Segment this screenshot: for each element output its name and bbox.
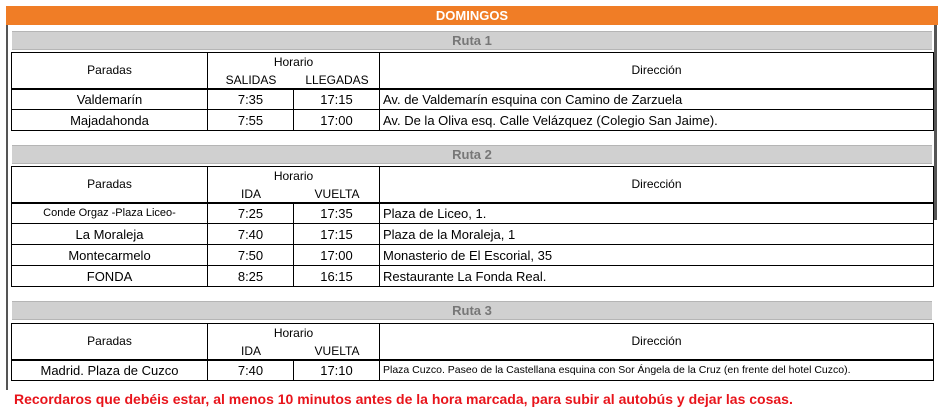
table-row xyxy=(12,203,934,224)
stop-address: Plaza Cuzco. Paseo de la Castellana esquina con Sor Ángela de la Cruz (en frente del hotel Cuzco). xyxy=(380,360,934,381)
route-1-title: Ruta 1 xyxy=(12,31,932,50)
departure-time: 7:40 xyxy=(208,360,294,381)
horario-label: Horario xyxy=(273,326,314,340)
stop-name: Conde Orgaz -Plaza Liceo- xyxy=(12,203,208,224)
paradas-header: Paradas xyxy=(12,167,208,203)
return-time: 17:10 xyxy=(294,360,380,381)
table-row xyxy=(12,110,934,131)
vuelta-label: VUELTA xyxy=(314,186,360,201)
route-2-title: Ruta 2 xyxy=(12,145,932,164)
stop-name: Madrid. Plaza de Cuzco xyxy=(12,360,208,381)
stop-name: FONDA xyxy=(12,266,208,287)
return-time: 17:35 xyxy=(294,203,380,224)
table-row xyxy=(12,360,934,381)
ida-label: IDA xyxy=(240,343,261,358)
frame-right-border xyxy=(934,25,937,220)
departure-time: 7:35 xyxy=(208,89,294,110)
stop-name: Montecarmelo xyxy=(12,245,208,266)
route-1-header-row xyxy=(12,53,934,89)
departure-time: 7:40 xyxy=(208,224,294,245)
stop-address: Monasterio de El Escorial, 35 xyxy=(380,245,934,266)
stop-name: Valdemarín xyxy=(12,89,208,110)
return-time: 16:15 xyxy=(294,266,380,287)
ida-label: IDA xyxy=(240,186,261,201)
departure-time: 7:25 xyxy=(208,203,294,224)
reminder-note: Recordaros que debéis estar, al menos 10 minutos antes de la hora marcada, para subir al autobús y dejar las cosas. xyxy=(14,391,793,407)
direccion-header: Dirección xyxy=(380,167,934,203)
return-time: 17:00 xyxy=(294,245,380,266)
horario-label: Horario xyxy=(273,55,314,69)
direccion-header: Dirección xyxy=(380,324,934,360)
departure-time: 7:50 xyxy=(208,245,294,266)
stop-address: Av. De la Oliva esq. Calle Velázquez (Colegio San Jaime). xyxy=(380,110,934,131)
vuelta-label: VUELTA xyxy=(314,343,360,358)
paradas-header: Paradas xyxy=(12,324,208,360)
horario-header xyxy=(208,324,380,360)
route-1-table xyxy=(11,52,934,131)
route-2-header-row xyxy=(12,167,934,203)
table-row xyxy=(12,266,934,287)
direccion-header: Dirección xyxy=(380,53,934,89)
departure-time: 8:25 xyxy=(208,266,294,287)
frame-left-border xyxy=(6,25,8,390)
stop-address: Plaza de la Moraleja, 1 xyxy=(380,224,934,245)
llegadas-label: LLEGADAS xyxy=(305,72,369,87)
stop-name: Majadahonda xyxy=(12,110,208,131)
return-time: 17:15 xyxy=(294,224,380,245)
horario-header xyxy=(208,167,380,203)
table-row xyxy=(12,224,934,245)
salidas-label: SALIDAS xyxy=(225,72,277,87)
paradas-header: Paradas xyxy=(12,53,208,89)
table-row xyxy=(12,89,934,110)
route-3-header-row xyxy=(12,324,934,360)
route-3-title: Ruta 3 xyxy=(12,301,932,320)
day-header: DOMINGOS xyxy=(6,6,938,25)
stop-address: Av. de Valdemarín esquina con Camino de Zarzuela xyxy=(380,89,934,110)
stop-name: La Moraleja xyxy=(12,224,208,245)
departure-time: 7:55 xyxy=(208,110,294,131)
stop-address: Plaza de Liceo, 1. xyxy=(380,203,934,224)
arrival-time: 17:15 xyxy=(294,89,380,110)
horario-header xyxy=(208,53,380,89)
table-row xyxy=(12,245,934,266)
horario-label: Horario xyxy=(273,169,314,183)
route-2-table xyxy=(11,166,934,287)
stop-address: Restaurante La Fonda Real. xyxy=(380,266,934,287)
arrival-time: 17:00 xyxy=(294,110,380,131)
route-3-table xyxy=(11,323,934,381)
